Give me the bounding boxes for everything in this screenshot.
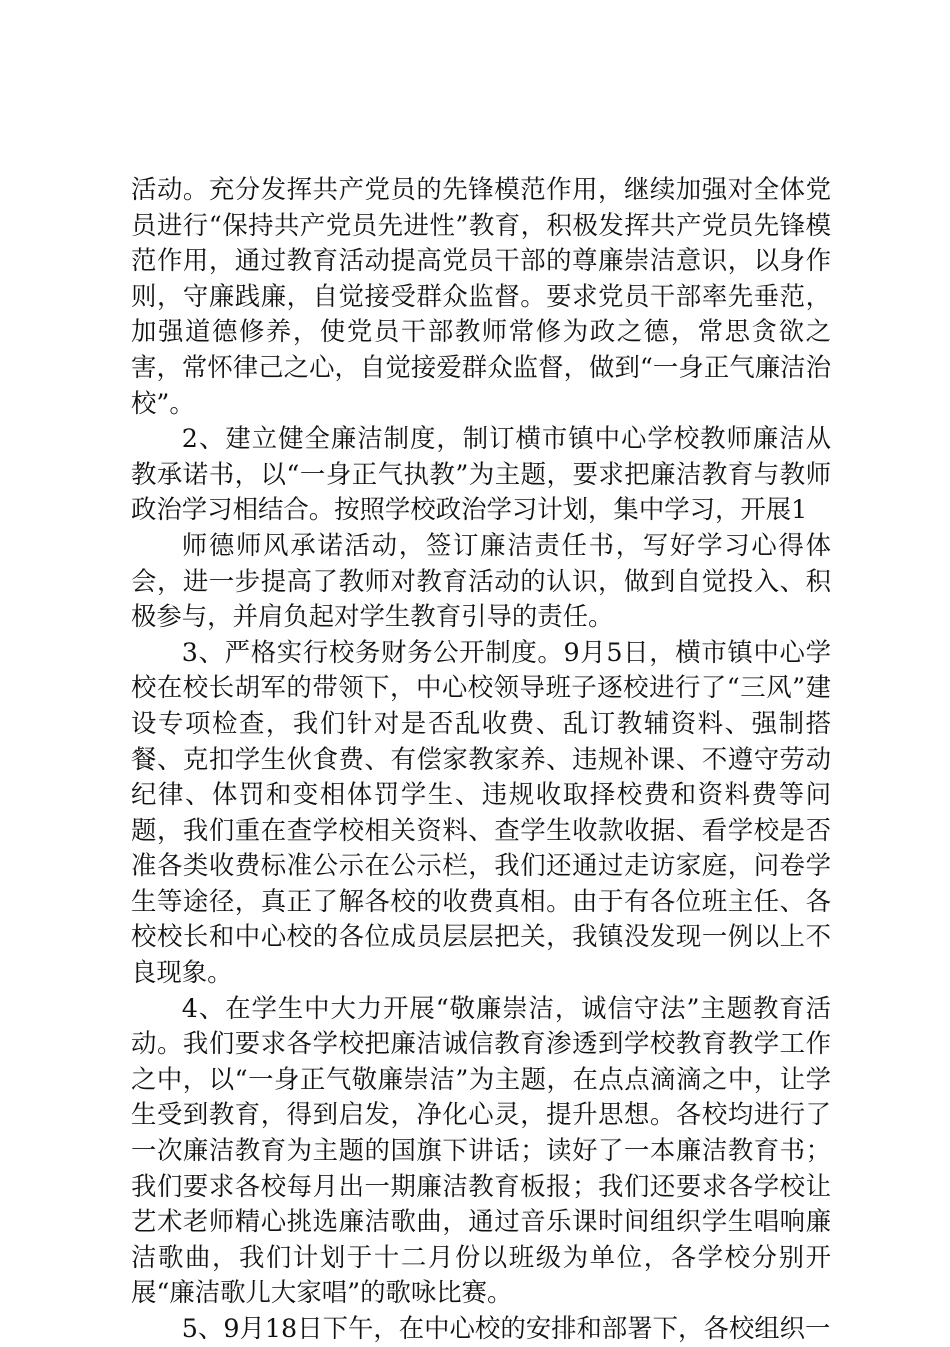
paragraph-item-4: 4、在学生中大力开展“敬廉崇洁，诚信守法”主题教育活动。我们要求各学校把廉洁诚信教育渗透到学校教育教学工作之中，以“一身正气敬廉崇洁”为主题，在点点滴滴之中，让学生受到教育，得到启发，净化心灵，提升思想。各校均进行了一次廉洁教育为主题的国旗下讲话；读好了一本廉洁教育书；我们要求各校每月出一期廉洁教育板报；我们还要求各学校让艺术老师精心挑选廉洁歌曲，通过音乐课时间组织学生唱响廉洁歌曲，我们计划于十二月份以班级为单位，各学校分别开展“廉洁歌儿大家唱”的歌咏比赛。 — [131, 992, 831, 1308]
paragraph-item-5: 5、9月18日下午，在中心校的安排和部署下，各校组织一 — [181, 1313, 831, 1343]
paragraph-item-2-continued: 师德师风承诺活动，签订廉洁责任书，写好学习心得体会，进一步提高了教师对教育活动的认识，做到自觉投入、积极参与，并肩负起对学生教育引导的责任。 — [131, 529, 831, 632]
document-body — [131, 172, 831, 1347]
paragraph-item-3: 3、严格实行校务财务公开制度。9月5日，横市镇中心学校在校长胡军的带领下，中心校领导班子逐校进行了“三风”建设专项检查，我们针对是否乱收费、乱订教辅资料、强制搭餐、克扣学生伙食费、有偿家教家养、违规补课、不遵守劳动纪律、体罚和变相体罚学生、违规收取择校费和资料费等问题，我们重在查学校相关资料、查学生收款收据、看学校是否准各类收费标准公示在公示栏，我们还通过走访家庭，问卷学生等途径，真正了解各校的收费真相。由于有各位班主任、各校校长和中心校的各位成员层层把关，我镇没发现一例以上不良现象。 — [131, 636, 831, 988]
paragraph-continued-activity: 活动。充分发挥共产党员的先锋模范作用，继续加强对全体党员进行“保持共产党员先进性”教育，积极发挥共产党员先锋模范作用，通过教育活动提高党员干部的尊廉崇洁意识，以身作则，守廉践廉，自觉接受群众监督。要求党员干部率先垂范，加强道德修养，使党员干部教师常修为政之德，常思贪欲之害，常怀律己之心，自觉接爱群众监督，做到“一身正气廉洁治校”。 — [131, 174, 831, 418]
paragraph-item-2: 2、建立健全廉洁制度，制订横市镇中心学校教师廉洁从教承诺书，以“一身正气执教”为主题，要求把廉洁教育与教师政治学习相结合。按照学校政治学习计划，集中学习，开展1 — [131, 423, 831, 525]
